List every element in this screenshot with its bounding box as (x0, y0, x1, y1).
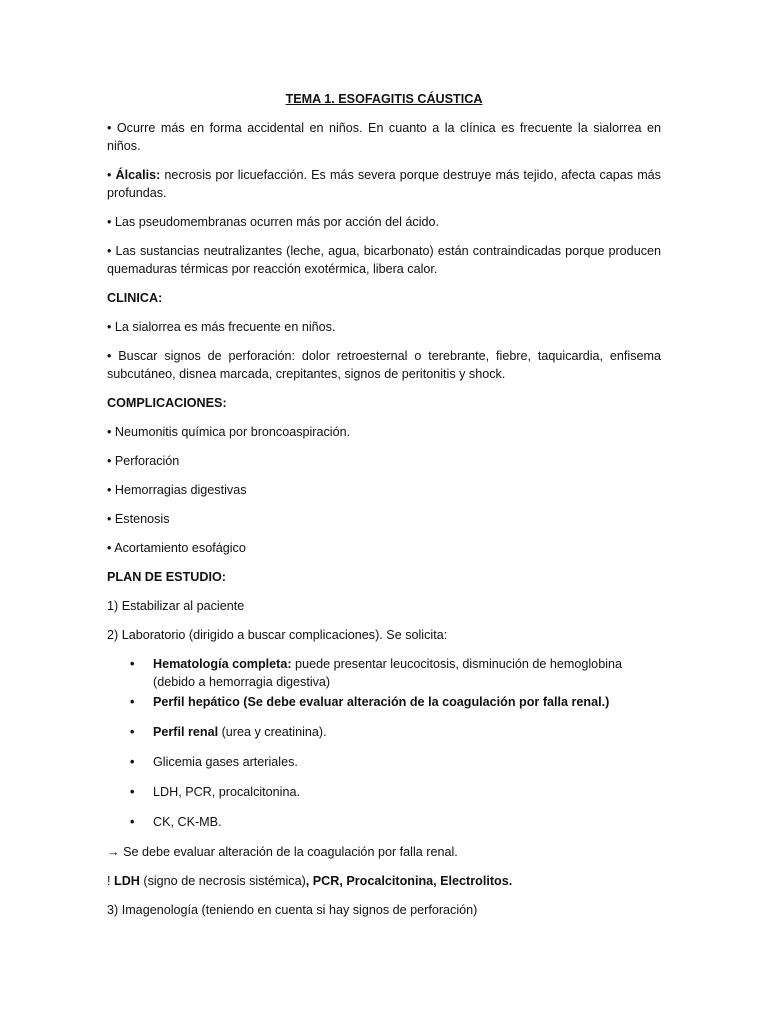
arrow-note: → Se debe evaluar alteración de la coagulación por falla renal. (107, 845, 458, 859)
note-text: (signo de necrosis sistémica) (139, 874, 306, 888)
note-prefix: ! (107, 874, 114, 888)
bullet: • (130, 785, 135, 799)
intro-item (107, 213, 661, 231)
clinica-item: • Buscar signos de perforación: dolor retroesternal o terebrante, fiebre, taquicardia, enfisema subcutáneo, disnea marcada, crepitantes, signos de peritonitis y shock. (107, 349, 661, 381)
note-bold-tail: , PCR, Procalcitonina, Electrolitos. (305, 874, 513, 888)
lab-item (107, 655, 661, 691)
lab-item (107, 723, 661, 741)
lab-text: Glicemia gases arteriales. (153, 755, 298, 769)
intro-item (107, 166, 661, 202)
intro-text: • Ocurre más en forma accidental en niños. En cuanto a la clínica es frecuente la sialorrea en niños. (107, 121, 661, 153)
intro-bold-term: Álcalis: (115, 168, 161, 182)
clinica-item: • La sialorrea es más frecuente en niños. (107, 320, 336, 334)
bullet: • (130, 815, 135, 829)
plan-step: 1) Estabilizar al paciente (107, 599, 245, 613)
note-ldh: LDH (114, 874, 140, 888)
lab-item (107, 753, 661, 771)
plan-step: 2) Laboratorio (dirigido a buscar complicaciones). Se solicita: (107, 628, 448, 642)
intro-text: necrosis por licuefacción. Es más severa porque destruye más tejido, afecta capas más profundas. (107, 168, 661, 200)
complicacion-item: • Hemorragias digestivas (107, 483, 247, 497)
lab-item (107, 783, 661, 801)
document-page (107, 90, 661, 930)
intro-item (107, 119, 661, 155)
complicacion-item: • Estenosis (107, 512, 170, 526)
section-heading-plan: PLAN DE ESTUDIO: (107, 570, 226, 584)
bullet: • (130, 725, 135, 739)
complicacion-item: • Perforación (107, 454, 180, 468)
lab-text: LDH, PCR, procalcitonina. (153, 785, 300, 799)
lab-text: (urea y creatinina). (218, 725, 327, 739)
complicacion-item: • Neumonitis química por broncoaspiración. (107, 425, 351, 439)
lab-list (107, 655, 661, 831)
lab-text: puede presentar leucocitosis, disminución de hemoglobina (debido a hemorragia digestiva) (153, 657, 623, 689)
bullet: • (130, 755, 135, 769)
plan-step: 3) Imagenología (teniendo en cuenta si hay signos de perforación) (107, 903, 478, 917)
bullet: • (107, 168, 116, 182)
bullet: • (130, 695, 135, 709)
lab-text: CK, CK-MB. (153, 815, 222, 829)
intro-item (107, 242, 661, 278)
section-heading-complicaciones: COMPLICACIONES: (107, 396, 227, 410)
lab-item (107, 693, 661, 711)
section-heading-clinica: CLINICA: (107, 291, 163, 305)
intro-text: • Las pseudomembranas ocurren más por acción del ácido. (107, 215, 440, 229)
complicacion-item: • Acortamiento esofágico (107, 541, 246, 555)
bullet: • (130, 657, 135, 671)
lab-bold-term: Perfil renal (153, 725, 219, 739)
document-title: TEMA 1. ESOFAGITIS CÁUSTICA (285, 92, 483, 106)
lab-note (107, 872, 661, 890)
intro-text: • Las sustancias neutralizantes (leche, agua, bicarbonato) están contraindicadas porque producen quemaduras térmicas por reacción exotérmica, libera calor. (107, 244, 661, 276)
lab-item (107, 813, 661, 831)
lab-bold-term: Hematología completa: (153, 657, 292, 671)
lab-bold-term: Perfil hepático (Se debe evaluar alteración de la coagulación por falla renal.) (153, 695, 610, 709)
